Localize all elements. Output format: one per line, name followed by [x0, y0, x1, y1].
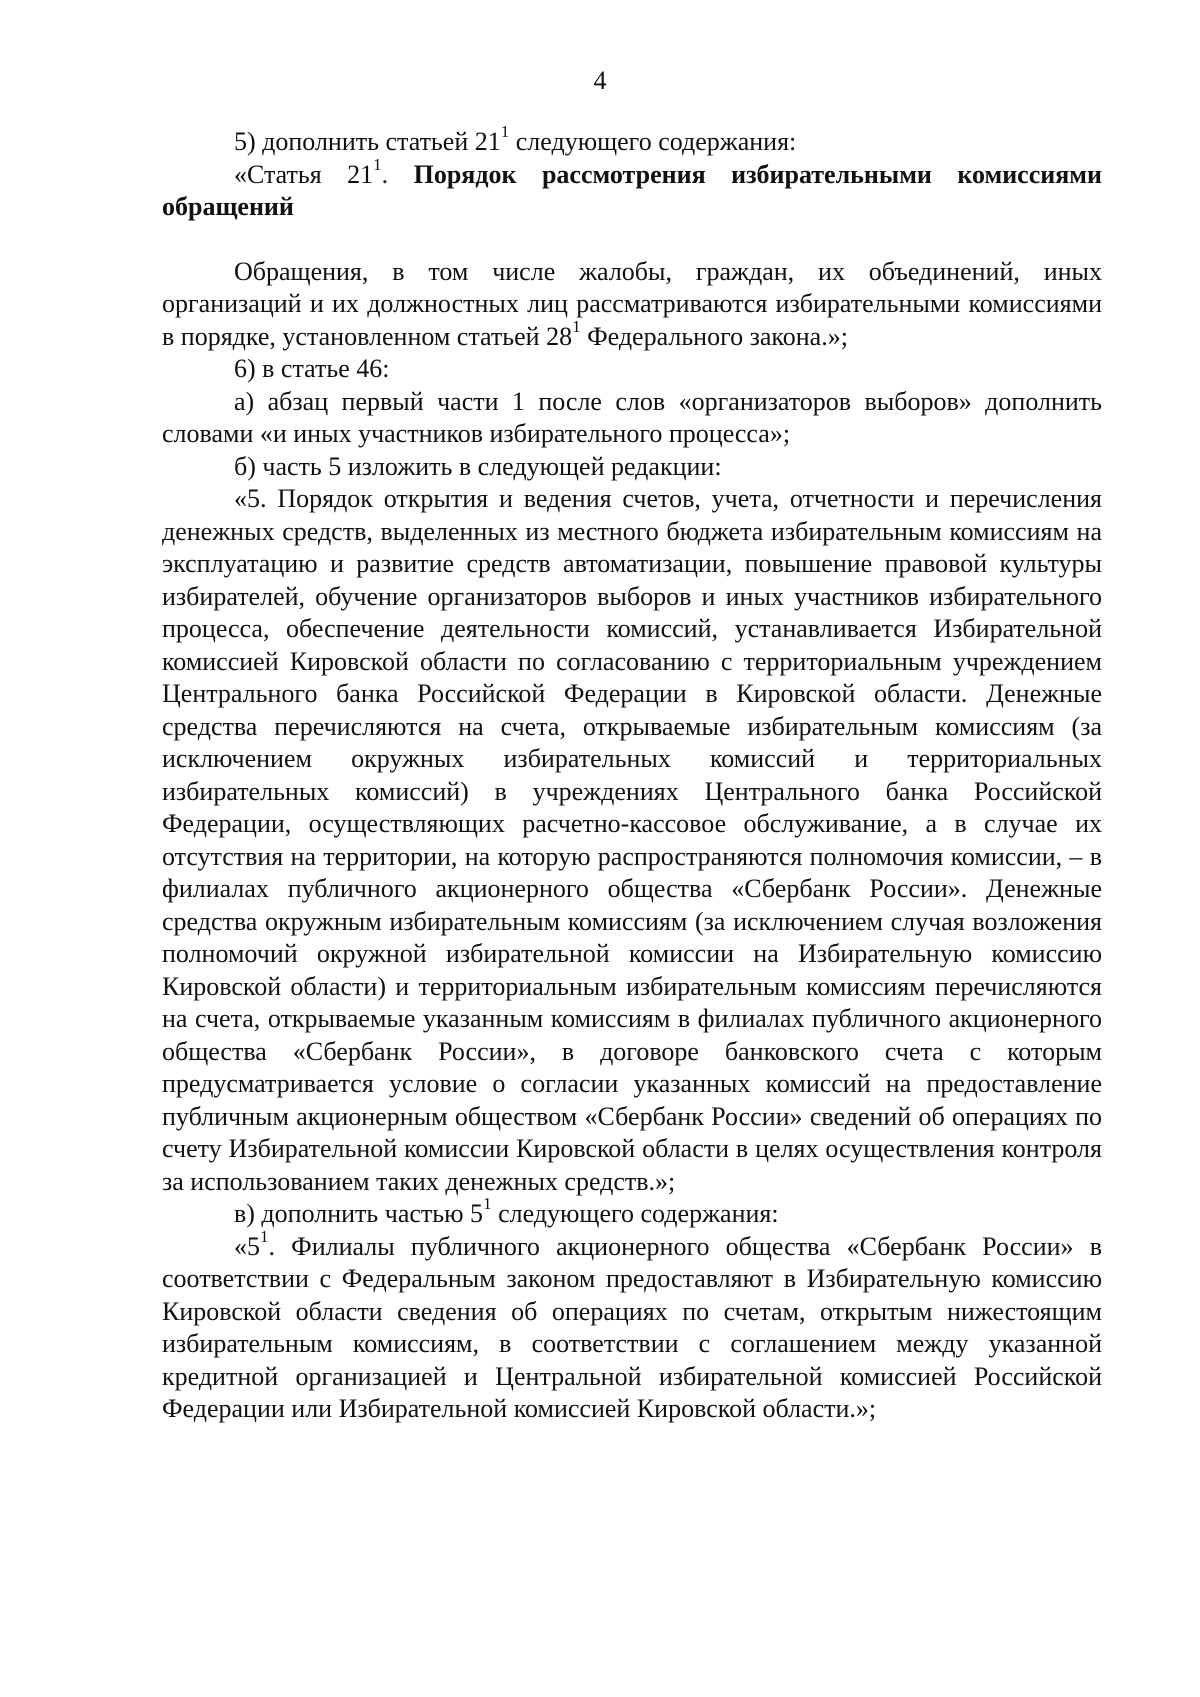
subitem-b: б) часть 5 изложить в следующей редакции: [234, 451, 722, 481]
article-body: Обращения, в том числе жалобы, граждан, их объединений, иных организаций и их должностных лиц рассматриваются избирательными комиссиями в порядке, установленном статьей $28^1$ Федерального закона.»; [162, 256, 1102, 351]
article-heading: «Статья $21^1$. Порядок рассмотрения избирательными комиссиями обращений [162, 154, 1102, 221]
subitem-a: а) абзац первый части 1 после слов «организаторов выборов» дополнить словами «и иных участников избирательного процесса»; [162, 386, 1102, 448]
blank-line [162, 224, 1102, 256]
document-body [162, 122, 1102, 1426]
item-6-intro: 6) в статье 46: [234, 354, 390, 383]
item-5-intro: 5) дополнить статьей $21^1$ следующего содержания: [234, 122, 797, 156]
article-title: Порядок рассмотрения избирательными комиссиями обращений [162, 159, 1102, 221]
page-number: 4 [593, 66, 607, 95]
part-5-text: «5. Порядок открытия и ведения счетов, учета, отчетности и перечисления денежных средств, выделенных из местного бюджета избирательным комиссиям на эксплуатацию и развитие средств автоматизации, повышение правовой культуры избирателей, обучение организаторов выборов и иных участников избирательного процесса, обеспечение деятельности комиссий, устанавливается Избирательной комиссией Кировской области по согласованию с территориальным учреждением Центрального банка Российской Федерации в Кировской области. Денежные средства перечисляются на счета, открываемые избирательным комиссиям (за исключением окружных избирательных комиссий и территориальных избирательных комиссий) в учреждениях Центрального банка Российской Федерации, осуществляющих расчетно-кассовое обслуживание, а в случае их отсутствия на территории, на которую распространяются полномочия комиссии, – в филиалах публичного акционерного общества «Сбербанк России». Денежные средства окружным избирательным комиссиям (за исключением случая возложения полномочий окружной избирательной комиссии на Избирательную комиссию Кировской области) и территориальным избирательным комиссиям перечисляются на счета, открываемые указанным комиссиям в филиалах публичного акционерного общества «Сбербанк России», в договоре банковского счета с которым предусматривается условие о согласии указанных комиссий на предоставление публичным акционерным обществом «Сбербанк России» сведений об операциях по счету Избирательной комиссии Кировской области в целях осуществления контроля за использованием таких денежных средств.»; [162, 484, 1102, 1196]
subitem-c: в) дополнить частью $5^1$ следующего содержания: [234, 1194, 779, 1228]
part-5-1-text: «$5^1$. Филиалы публичного акционерного общества «Сбербанк России» в соответствии с Федеральным законом предоставляют в Избирательную комиссию Кировской области сведения об операциях по счетам, открытым нижестоящим избирательным комиссиям, в соответствии с соглашением между указанной кредитной организацией и Центральной избирательной комиссией Российской Федерации или Избирательной комиссией Кировской области.»; [162, 1226, 1102, 1423]
